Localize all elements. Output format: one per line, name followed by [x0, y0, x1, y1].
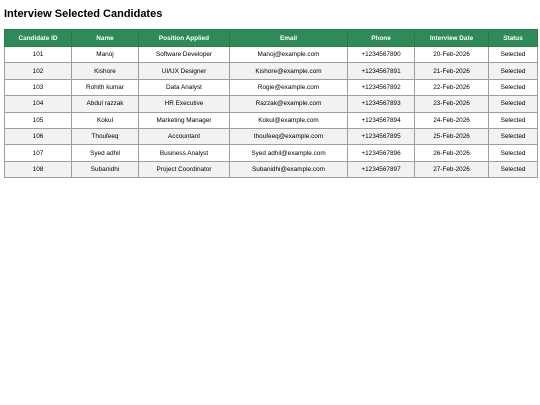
cell-email: Manoj@example.com — [230, 47, 348, 63]
cell-phone: +1234567891 — [348, 63, 415, 79]
cell-candidate-id: 107 — [5, 145, 72, 161]
cell-candidate-id: 105 — [5, 112, 72, 128]
cell-interview-date: 25-Feb-2026 — [415, 128, 489, 144]
table-row[interactable] — [5, 63, 538, 79]
cell-status: Selected — [489, 145, 538, 161]
column-header-name[interactable]: Name — [72, 30, 139, 47]
cell-phone: +1234567890 — [348, 47, 415, 63]
column-header-phone[interactable]: Phone — [348, 30, 415, 47]
cell-status: Selected — [489, 96, 538, 112]
cell-phone: +1234567897 — [348, 161, 415, 177]
cell-status: Selected — [489, 128, 538, 144]
page-title: Interview Selected Candidates — [4, 8, 163, 20]
table-row[interactable] — [5, 128, 538, 144]
cell-status: Selected — [489, 47, 538, 63]
cell-phone: +1234567895 — [348, 128, 415, 144]
cell-status: Selected — [489, 161, 538, 177]
column-header-candidate-id[interactable]: Candidate ID — [5, 30, 72, 47]
cell-candidate-id: 108 — [5, 161, 72, 177]
cell-name: Thoufeeq — [72, 128, 139, 144]
table-row[interactable] — [5, 145, 538, 161]
cell-phone: +1234567896 — [348, 145, 415, 161]
cell-email: Rogie@example.com — [230, 79, 348, 95]
cell-phone: +1234567892 — [348, 79, 415, 95]
cell-name: Manoj — [72, 47, 139, 63]
cell-email: Subanidhi@example.com — [230, 161, 348, 177]
cell-interview-date: 20-Feb-2026 — [415, 47, 489, 63]
cell-position: HR Executive — [139, 96, 230, 112]
cell-position: Business Analyst — [139, 145, 230, 161]
table-row[interactable] — [5, 161, 538, 177]
cell-email: Kishore@example.com — [230, 63, 348, 79]
table-row[interactable] — [5, 47, 538, 63]
cell-position: Accountant — [139, 128, 230, 144]
cell-email: Kokul@example.com — [230, 112, 348, 128]
cell-candidate-id: 103 — [5, 79, 72, 95]
candidates-table — [4, 29, 538, 178]
table-row[interactable] — [5, 112, 538, 128]
cell-interview-date: 26-Feb-2026 — [415, 145, 489, 161]
cell-name: Syed adhil — [72, 145, 139, 161]
table-row[interactable] — [5, 96, 538, 112]
cell-name: Subanidhi — [72, 161, 139, 177]
cell-position: Project Coordinator — [139, 161, 230, 177]
cell-candidate-id: 102 — [5, 63, 72, 79]
cell-candidate-id: 104 — [5, 96, 72, 112]
cell-interview-date: 24-Feb-2026 — [415, 112, 489, 128]
cell-phone: +1234567894 — [348, 112, 415, 128]
table-body — [5, 47, 538, 178]
cell-email: Syed adhil@example.com — [230, 145, 348, 161]
cell-interview-date: 21-Feb-2026 — [415, 63, 489, 79]
cell-position: Software Developer — [139, 47, 230, 63]
cell-interview-date: 23-Feb-2026 — [415, 96, 489, 112]
header-row — [5, 30, 538, 47]
column-header-status[interactable]: Status — [489, 30, 538, 47]
cell-name: Kishore — [72, 63, 139, 79]
cell-position: Data Analyst — [139, 79, 230, 95]
cell-email: Razzak@example.com — [230, 96, 348, 112]
column-header-position-applied[interactable]: Position Applied — [139, 30, 230, 47]
cell-candidate-id: 101 — [5, 47, 72, 63]
cell-name: Rohith kumar — [72, 79, 139, 95]
cell-status: Selected — [489, 112, 538, 128]
table-header — [5, 30, 538, 47]
cell-name: Kokul — [72, 112, 139, 128]
cell-status: Selected — [489, 63, 538, 79]
cell-name: Abdul razzak — [72, 96, 139, 112]
cell-interview-date: 22-Feb-2026 — [415, 79, 489, 95]
cell-email: thoufeeq@example.com — [230, 128, 348, 144]
cell-position: Marketing Manager — [139, 112, 230, 128]
cell-phone: +1234567893 — [348, 96, 415, 112]
cell-candidate-id: 106 — [5, 128, 72, 144]
column-header-interview-date[interactable]: Interview Date — [415, 30, 489, 47]
column-header-email[interactable]: Email — [230, 30, 348, 47]
table-row[interactable] — [5, 79, 538, 95]
cell-interview-date: 27-Feb-2026 — [415, 161, 489, 177]
cell-status: Selected — [489, 79, 538, 95]
cell-position: UI/UX Designer — [139, 63, 230, 79]
